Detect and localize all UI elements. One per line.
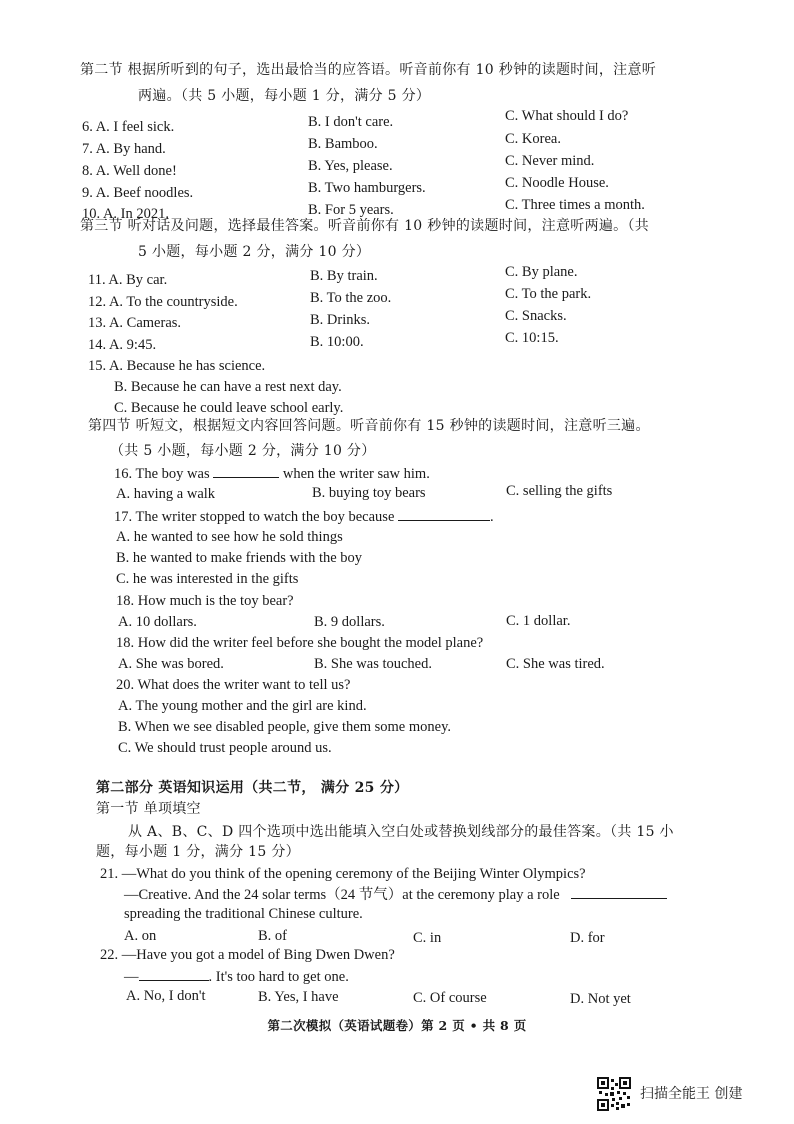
q12-option-a: 12. A. To the countryside.: [88, 294, 238, 310]
q20-option-a: A. The young mother and the girl are kind.: [118, 698, 367, 714]
q16-stem: [114, 463, 430, 484]
q8-option-b: B. Yes, please.: [308, 158, 393, 174]
q21-answer-blank: [571, 884, 667, 899]
section2-instruction-line2: 两遍。（共 5 小题，每小题 1 分，满分 5 分）: [138, 88, 431, 104]
q21-option-b: B. of: [258, 928, 287, 944]
q19-stem: 18. How did the writer feel before she bought the model plane?: [116, 635, 484, 651]
q22-line1: 22. —Have you got a model of Bing Dwen Dwen?: [100, 947, 395, 963]
q11-option-c: C. By plane.: [505, 264, 578, 280]
q17-option-a: A. he wanted to see how he sold things: [116, 529, 343, 545]
q22-option-b: B. Yes, I have: [258, 989, 339, 1005]
q9-option-b: B. Two hamburgers.: [308, 180, 426, 196]
q14-option-b: B. 10:00.: [310, 334, 364, 350]
q6-option-a: 6. A. I feel sick.: [82, 119, 175, 135]
q17-stem: [114, 506, 494, 527]
q22-line2-text: . It's too hard to get one.: [208, 969, 349, 985]
q21-option-d: D. for: [570, 930, 605, 946]
q16-option-c: C. selling the gifts: [506, 483, 613, 499]
q21-line2: [124, 884, 667, 905]
q21-option-c: C. in: [413, 930, 442, 946]
q16-option-a: A. having a walk: [116, 486, 216, 502]
q11-option-b: B. By train.: [310, 268, 378, 284]
q9-option-a: 9. A. Beef noodles.: [82, 185, 194, 201]
q17-answer-blank: [398, 506, 490, 521]
q21-option-a: A. on: [124, 928, 157, 944]
q10-option-c: C. Three times a month.: [505, 197, 645, 213]
q18-stem: 18. How much is the toy bear?: [116, 593, 294, 609]
q19-option-a: A. She was bored.: [118, 656, 224, 672]
q13-option-a: 13. A. Cameras.: [88, 315, 182, 331]
q20-option-b: B. When we see disabled people, give them some money.: [118, 719, 452, 735]
q15-option-a: 15. A. Because he has science.: [88, 358, 266, 374]
q21-line1: 21. —What do you think of the opening ceremony of the Beijing Winter Olympics?: [100, 866, 586, 882]
q16-stem-start: 16. The boy was: [114, 466, 210, 482]
q13-option-b: B. Drinks.: [310, 312, 371, 328]
q14-option-a: 14. A. 9:45.: [88, 337, 157, 353]
q22-option-d: D. Not yet: [570, 991, 631, 1007]
q8-option-c: C. Never mind.: [505, 153, 595, 169]
q12-option-c: C. To the park.: [505, 286, 592, 302]
scanner-watermark: 扫描全能王 创建: [640, 1086, 743, 1102]
q21-line3: spreading the traditional Chinese culture.: [124, 906, 363, 922]
q17-stem-end: .: [490, 509, 494, 525]
part2-instruction-line1: 从 A、B、C、D 四个选项中选出能填入空白处或替换划线部分的最佳答案。（共 15 小: [128, 824, 674, 840]
q6-option-c: C. What should I do?: [505, 108, 629, 124]
q22-option-a: A. No, I don't: [126, 988, 206, 1004]
q7-option-a: 7. A. By hand.: [82, 141, 166, 157]
q17-option-b: B. he wanted to make friends with the boy: [116, 550, 363, 566]
q14-option-c: C. 10:15.: [505, 330, 559, 346]
q19-option-b: B. She was touched.: [314, 656, 432, 672]
q13-option-c: C. Snacks.: [505, 308, 567, 324]
q10-option-b: B. For 5 years.: [308, 202, 394, 218]
q11-option-a: 11. A. By car.: [88, 272, 168, 288]
q18-option-c: C. 1 dollar.: [506, 613, 571, 629]
q20-stem: 20. What does the writer want to tell us?: [116, 677, 351, 693]
q22-line2: [124, 966, 349, 987]
q12-option-b: B. To the zoo.: [310, 290, 392, 306]
section4-instruction-line2: （共 5 小题，每小题 2 分，满分 10 分）: [110, 443, 376, 459]
q16-option-b: B. buying toy bears: [312, 485, 426, 501]
q8-option-a: 8. A. Well done!: [82, 163, 177, 179]
section3-instruction-line1: 第三节 听对话及问题，选择最佳答案。听音前你有 10 秒钟的读题时间，注意听两遍。（共: [80, 218, 650, 234]
page-footer: 第二次模拟（英语试题卷）第 2 页 • 共 8 页: [267, 1018, 527, 1033]
q18-option-b: B. 9 dollars.: [314, 614, 385, 630]
part2-instruction-line2: 题，每小题 1 分，满分 15 分）: [96, 844, 300, 860]
part2-heading: 第二部分 英语知识运用（共二节， 满分 25 分）: [96, 780, 409, 796]
qr-code-icon: [597, 1077, 631, 1111]
q10-option-a: 10. A. In 2021.: [82, 206, 169, 222]
q16-answer-blank: [213, 463, 279, 478]
q6-option-b: B. I don't care.: [308, 114, 394, 130]
q22-line2-dash: —: [124, 969, 139, 985]
q18-option-a: A. 10 dollars.: [118, 614, 197, 630]
q7-option-c: C. Korea.: [505, 131, 561, 147]
q22-option-c: C. Of course: [413, 990, 487, 1006]
part2-section1-heading: 第一节 单项填空: [96, 801, 201, 817]
q21-line2-text: —Creative. And the 24 solar terms（24 节气）at the ceremony play a role: [124, 887, 560, 903]
q20-option-c: C. We should trust people around us.: [118, 740, 332, 756]
q16-stem-end: when the writer saw him.: [282, 466, 430, 482]
section3-instruction-line2: 5 小题，每小题 2 分，满分 10 分）: [138, 244, 371, 260]
q15-option-c: C. Because he could leave school early.: [114, 400, 344, 416]
q7-option-b: B. Bamboo.: [308, 136, 378, 152]
q17-stem-start: 17. The writer stopped to watch the boy because: [114, 509, 395, 525]
q19-option-c: C. She was tired.: [506, 656, 605, 672]
q9-option-c: C. Noodle House.: [505, 175, 609, 191]
section4-instruction-line1: 第四节 听短文，根据短文内容回答问题。听音前你有 15 秒钟的读题时间，注意听三遍。: [88, 418, 650, 434]
q17-option-c: C. he was interested in the gifts: [116, 571, 299, 587]
q22-answer-blank: [139, 966, 209, 981]
section2-instruction-line1: 第二节 根据所听到的句子，选出最恰当的应答语。听音前你有 10 秒钟的读题时间，注意听: [80, 62, 657, 78]
q15-option-b: B. Because he can have a rest next day.: [114, 379, 342, 395]
